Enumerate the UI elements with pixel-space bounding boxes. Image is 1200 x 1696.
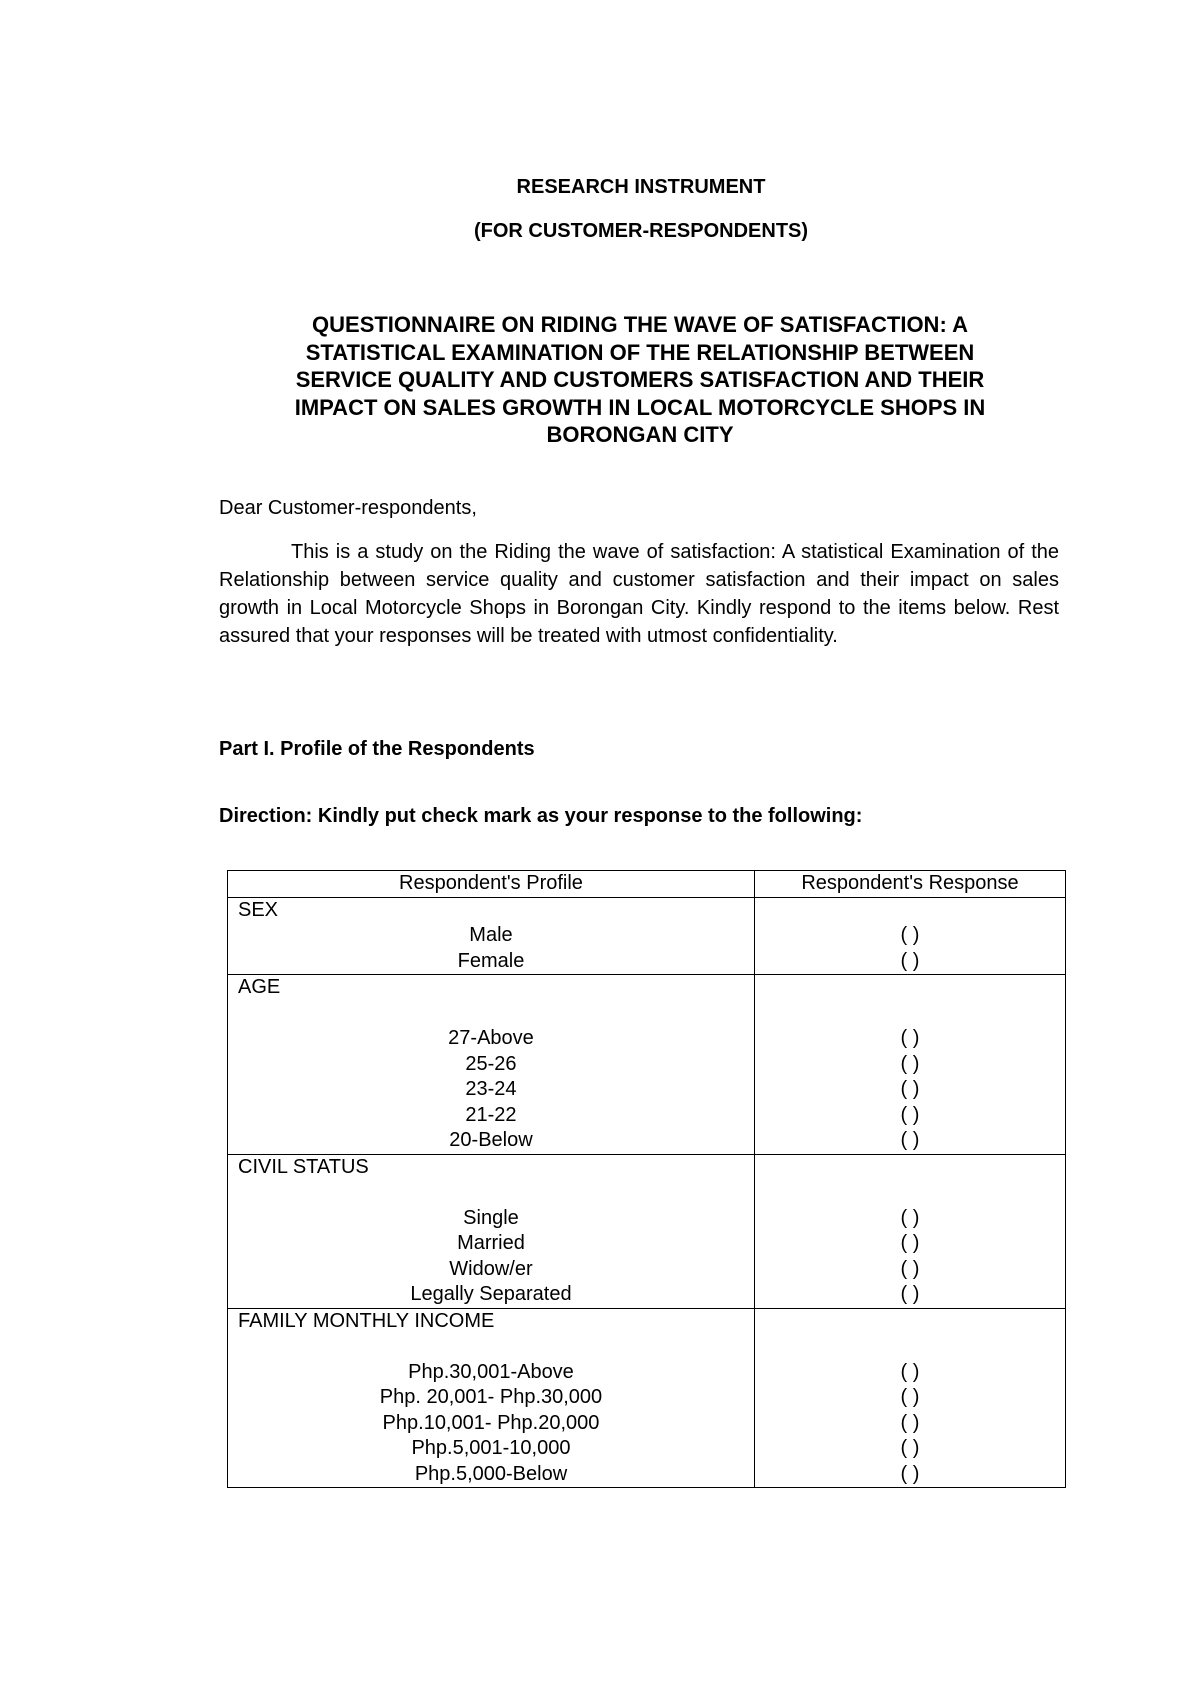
option-label: Php. 20,001- Php.30,000 bbox=[379, 1386, 603, 1408]
response-cell-age bbox=[754, 975, 1065, 1155]
option-label: Php.5,000-Below bbox=[414, 1462, 568, 1485]
checkbox-slot[interactable]: ( ) bbox=[900, 949, 920, 972]
checkbox-slot[interactable]: ( ) bbox=[900, 1283, 920, 1305]
checkbox-slot[interactable]: ( ) bbox=[900, 924, 920, 946]
table-row bbox=[228, 1308, 1066, 1488]
option-label: Php.10,001- Php.20,000 bbox=[382, 1411, 600, 1434]
option-label: 25-26 bbox=[465, 1052, 517, 1075]
title-line: QUESTIONNAIRE ON RIDING THE WAVE OF SATISFACTION: A bbox=[312, 312, 968, 337]
intro-paragraph: This is a study on the Riding the wave of satisfaction: A statistical Examination of the Relationship between service quality and customer satisfaction and their impact on sales growth in Local Motorcycle Shops in Borongan City. Kindly respond to the items below. Rest assured that your responses will be treated with utmost confidentiality. bbox=[219, 541, 1059, 647]
profile-table bbox=[227, 870, 1066, 1488]
checkbox-slot[interactable]: ( ) bbox=[900, 1411, 920, 1434]
profile-cell-civil-status bbox=[228, 1154, 755, 1308]
option-label: 23-24 bbox=[465, 1078, 517, 1100]
option-label: Married bbox=[457, 1232, 525, 1254]
title-line: SERVICE QUALITY AND CUSTOMERS SATISFACTION AND THEIR bbox=[295, 367, 985, 392]
checkbox-slot[interactable]: ( ) bbox=[900, 1232, 920, 1254]
document-subheading: (FOR CUSTOMER-RESPONDENTS) bbox=[473, 220, 809, 242]
title-line: BORONGAN CITY bbox=[546, 422, 734, 447]
checkbox-slot[interactable]: ( ) bbox=[900, 1129, 920, 1151]
profile-cell-income bbox=[228, 1308, 755, 1488]
option-label: Male bbox=[469, 924, 513, 946]
checkbox-slot[interactable]: ( ) bbox=[900, 1078, 920, 1100]
checkbox-slot[interactable]: ( ) bbox=[900, 1206, 920, 1229]
checkbox-slot[interactable]: ( ) bbox=[900, 1462, 920, 1485]
category-label: CIVIL STATUS bbox=[238, 1155, 369, 1178]
checkbox-slot[interactable]: ( ) bbox=[900, 1386, 920, 1408]
option-label: 20-Below bbox=[449, 1129, 533, 1151]
option-label: Php.5,001-10,000 bbox=[411, 1437, 571, 1459]
response-cell-sex bbox=[754, 897, 1065, 975]
table-row bbox=[228, 1154, 1066, 1308]
document-heading: RESEARCH INSTRUMENT bbox=[516, 176, 766, 198]
checkbox-slot[interactable]: ( ) bbox=[900, 1052, 920, 1075]
questionnaire-title bbox=[245, 311, 1035, 449]
option-label: 21-22 bbox=[465, 1103, 517, 1126]
checkbox-slot[interactable]: ( ) bbox=[900, 1437, 920, 1459]
part-heading: Part I. Profile of the Respondents bbox=[219, 738, 535, 760]
checkbox-slot[interactable]: ( ) bbox=[900, 1257, 920, 1280]
category-label: AGE bbox=[238, 976, 281, 998]
category-label: FAMILY MONTHLY INCOME bbox=[238, 1309, 495, 1332]
response-cell-civil-status bbox=[754, 1154, 1065, 1308]
direction-text: Direction: Kindly put check mark as your response to the following: bbox=[219, 805, 863, 827]
table-row bbox=[228, 975, 1066, 1155]
category-label: SEX bbox=[238, 898, 279, 921]
column-header-response: Respondent's Response bbox=[754, 871, 1065, 898]
option-label: Female bbox=[457, 949, 525, 972]
profile-cell-sex bbox=[228, 897, 755, 975]
table-row bbox=[228, 897, 1066, 975]
checkbox-slot[interactable]: ( ) bbox=[900, 1103, 920, 1126]
option-label: Widow/er bbox=[449, 1257, 533, 1280]
option-label: Single bbox=[463, 1206, 519, 1229]
salutation: Dear Customer-respondents, bbox=[219, 497, 477, 519]
checkbox-slot[interactable]: ( ) bbox=[900, 1360, 920, 1383]
title-line: IMPACT ON SALES GROWTH IN LOCAL MOTORCYCLE SHOPS IN bbox=[294, 394, 986, 420]
column-header-profile: Respondent's Profile bbox=[228, 871, 755, 898]
response-cell-income bbox=[754, 1308, 1065, 1488]
option-label: Php.30,001-Above bbox=[408, 1360, 574, 1383]
profile-cell-age bbox=[228, 975, 755, 1155]
title-line: STATISTICAL EXAMINATION OF THE RELATIONSHIP BETWEEN bbox=[305, 339, 975, 365]
option-label: Legally Separated bbox=[410, 1283, 572, 1305]
checkbox-slot[interactable]: ( ) bbox=[900, 1027, 920, 1049]
option-label: 27-Above bbox=[448, 1027, 534, 1049]
table-header-row bbox=[228, 871, 1066, 898]
